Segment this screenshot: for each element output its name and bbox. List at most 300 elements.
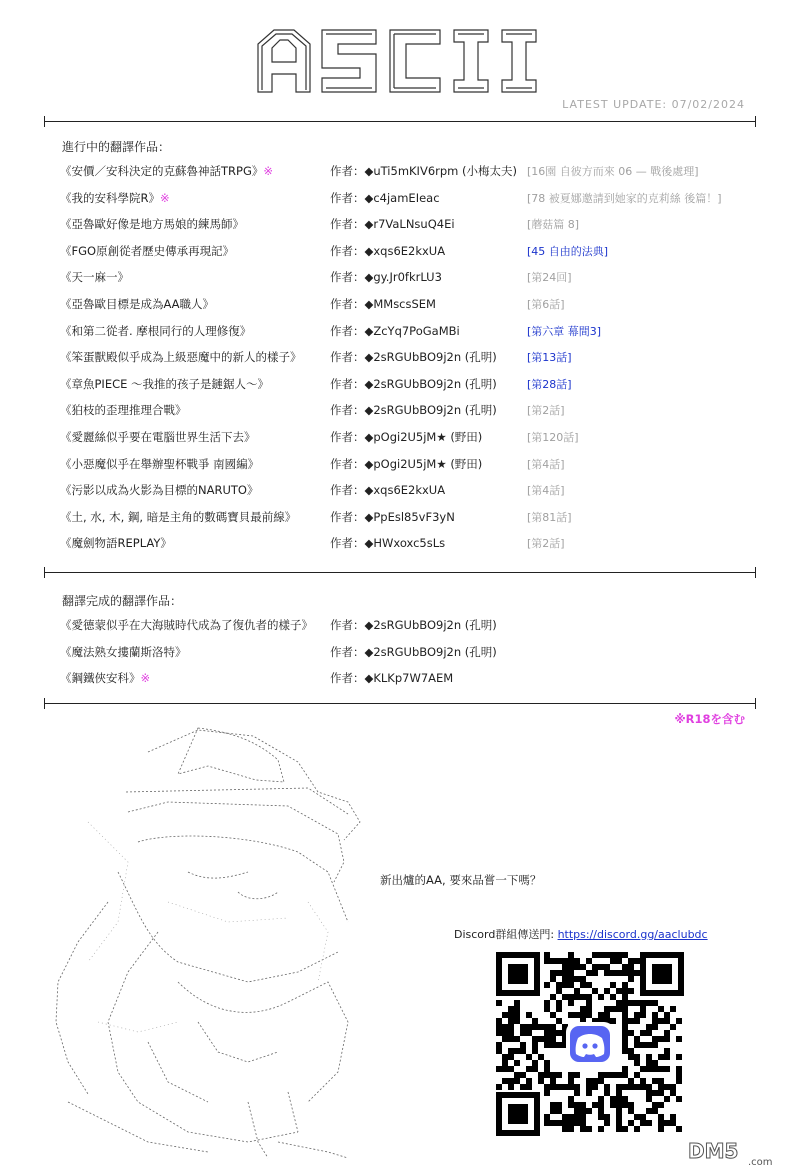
qr-module [544, 1030, 550, 1036]
work-title-text: 《鋼鐵俠安科》 [60, 671, 141, 686]
latest-chapter-link[interactable]: [第120話] [527, 431, 579, 444]
work-title-text: 《土, 水, 木, 鋼, 暗是主角的數碼寶貝最前線》 [60, 509, 297, 524]
qr-module [670, 1024, 676, 1030]
qr-module [652, 1018, 658, 1024]
qr-module [610, 982, 616, 988]
qr-module [628, 958, 634, 964]
qr-finder-top-right [640, 952, 684, 996]
qr-module [568, 964, 574, 970]
qr-module [514, 1078, 520, 1084]
qr-module [556, 988, 562, 994]
qr-module [628, 1108, 634, 1114]
qr-module [592, 970, 598, 976]
work-title[interactable] [60, 376, 269, 392]
qr-module [568, 1012, 574, 1018]
qr-module [634, 1072, 640, 1078]
qr-module [568, 1078, 574, 1084]
qr-finder-top-left [496, 952, 540, 996]
work-row [0, 509, 800, 529]
qr-module [634, 1018, 640, 1024]
qr-module [514, 1006, 520, 1012]
qr-module [652, 1108, 658, 1114]
qr-module [508, 1078, 514, 1084]
qr-module [526, 1030, 532, 1036]
qr-module [622, 1006, 628, 1012]
qr-module [664, 1036, 670, 1042]
r18-mark-icon: ※ [160, 190, 170, 205]
qr-module [634, 970, 640, 976]
qr-module [646, 1000, 652, 1006]
qr-module [616, 1120, 622, 1126]
qr-finder-bottom-left [496, 1092, 540, 1136]
qr-module [544, 1060, 550, 1066]
qr-module [658, 1018, 664, 1024]
qr-module [598, 1108, 604, 1114]
qr-module [586, 994, 592, 1000]
qr-module [556, 1120, 562, 1126]
qr-module [574, 988, 580, 994]
qr-module [550, 970, 556, 976]
qr-module [550, 1042, 556, 1048]
work-title-text: 《狛枝的歪理推理合戰》 [60, 403, 187, 418]
work-author: 作者：◆pOgi2U5jM★ (野田) [330, 430, 483, 444]
work-title[interactable] [60, 644, 187, 660]
latest-chapter-link[interactable]: [第28話] [527, 377, 572, 391]
qr-module [520, 1042, 526, 1048]
qr-module [544, 1006, 550, 1012]
qr-module [538, 1024, 544, 1030]
qr-module [502, 1036, 508, 1042]
work-row [0, 402, 800, 422]
qr-module [544, 1120, 550, 1126]
ascii-logo-graphic [250, 22, 550, 102]
qr-module [646, 1084, 652, 1090]
qr-module [616, 970, 622, 976]
qr-module [574, 1102, 580, 1108]
work-title[interactable] [60, 190, 170, 206]
qr-module [616, 1114, 622, 1120]
qr-module [622, 1024, 628, 1030]
qr-module [610, 970, 616, 976]
qr-module [622, 1018, 628, 1024]
work-author: 作者：◆2sRGUbBO9j2n (孔明) [330, 350, 497, 365]
qr-module [550, 976, 556, 982]
qr-module [526, 1078, 532, 1084]
discord-qr-code[interactable] [490, 946, 690, 1142]
qr-module [556, 958, 562, 964]
qr-module [646, 1096, 652, 1102]
qr-module [604, 1084, 610, 1090]
qr-module [568, 1096, 574, 1102]
qr-module [610, 952, 616, 958]
work-author: 作者：◆2sRGUbBO9j2n (孔明) [330, 403, 497, 418]
ongoing-section-title: 進行中的翻譯作品： [62, 140, 171, 154]
qr-module [532, 1060, 538, 1066]
qr-module [598, 964, 604, 970]
work-title-text: 《天一麻一》 [60, 270, 129, 285]
work-title[interactable] [60, 216, 244, 232]
qr-module [580, 976, 586, 982]
qr-module [562, 1126, 568, 1132]
qr-module [556, 1072, 562, 1078]
qr-module [664, 1066, 670, 1072]
qr-module [580, 1006, 586, 1012]
qr-module [598, 1012, 604, 1018]
qr-module [496, 1042, 502, 1048]
qr-module [532, 1066, 538, 1072]
work-row [0, 670, 800, 690]
qr-module [622, 1042, 628, 1048]
qr-module [556, 1084, 562, 1090]
qr-module [652, 1066, 658, 1072]
latest-chapter-link[interactable]: [78 被夏娜邀請到她家的克莉絲 後篇！] [527, 191, 722, 205]
work-title[interactable] [60, 509, 296, 525]
qr-module [652, 1024, 658, 1030]
qr-module [526, 1084, 532, 1090]
qr-module [670, 1120, 676, 1126]
qr-module [496, 1084, 502, 1090]
qr-module [544, 952, 550, 958]
latest-chapter-link[interactable]: [16園 自彼方而來 06 — 戰後處理] [527, 165, 699, 178]
latest-chapter-link[interactable]: [第4話] [527, 484, 565, 498]
work-title[interactable] [60, 349, 302, 365]
latest-chapter-link[interactable]: [第4話] [527, 457, 565, 471]
work-author: 作者：◆gy.Jr0fkrLU3 [330, 270, 442, 285]
qr-module [604, 970, 610, 976]
qr-module [550, 1024, 556, 1030]
qr-module [586, 1012, 592, 1018]
qr-module [664, 1096, 670, 1102]
work-author: 作者：◆PpEsl85vF3yN [330, 509, 455, 524]
latest-chapter-link[interactable]: [蘑菇篇 8] [527, 218, 580, 232]
work-title[interactable] [60, 163, 273, 179]
qr-module [574, 1084, 580, 1090]
ascii-art-illustration [48, 722, 368, 1162]
qr-module [670, 1090, 676, 1096]
r18-mark-icon: ※ [263, 164, 274, 178]
qr-module [502, 1030, 508, 1036]
qr-module [562, 1120, 568, 1126]
work-title-text: 《亞魯歐好像是地方馬娘的練馬師》 [60, 217, 244, 232]
work-title-text: 《魔法熟女摟蘭斯洛特》 [60, 644, 187, 659]
qr-module [502, 1066, 508, 1072]
r18-notice: ※R18を含む [674, 712, 745, 726]
work-row [0, 163, 800, 183]
work-row [0, 243, 800, 263]
svg-text:DM5: DM5 [688, 1139, 739, 1163]
qr-module [556, 1018, 562, 1024]
qr-module [634, 1060, 640, 1066]
dm5-watermark [686, 1138, 790, 1168]
qr-module [562, 1084, 568, 1090]
qr-module [508, 1006, 514, 1012]
qr-module [532, 1048, 538, 1054]
qr-module [574, 1090, 580, 1096]
qr-module [640, 1030, 646, 1036]
qr-module [616, 958, 622, 964]
latest-chapter-link[interactable]: [第2話] [527, 404, 565, 418]
qr-module [538, 1054, 544, 1060]
qr-module [652, 1060, 658, 1066]
qr-module [598, 1096, 604, 1102]
work-author: 作者：◆pOgi2U5jM★ (野田) [330, 456, 483, 471]
qr-module [640, 1084, 646, 1090]
qr-module [640, 1006, 646, 1012]
qr-module [502, 1024, 508, 1030]
qr-module [622, 1012, 628, 1018]
qr-module [574, 976, 580, 982]
qr-module [538, 1036, 544, 1042]
qr-module [616, 1084, 622, 1090]
qr-module [586, 982, 592, 988]
qr-module [568, 1000, 574, 1006]
qr-module [568, 982, 574, 988]
qr-module [610, 1072, 616, 1078]
qr-module [544, 1090, 550, 1096]
qr-module [514, 1000, 520, 1006]
qr-module [568, 1072, 574, 1078]
qr-module [640, 1120, 646, 1126]
qr-module [622, 1126, 628, 1132]
promo-question: 新出爐的AA, 要來品嘗一下嗎？ [380, 873, 542, 887]
qr-module [532, 1042, 538, 1048]
qr-module [550, 1108, 556, 1114]
qr-module [658, 1066, 664, 1072]
qr-module [664, 1018, 670, 1024]
qr-module [598, 1114, 604, 1120]
qr-module [514, 1012, 520, 1018]
qr-module [604, 952, 610, 958]
qr-module [568, 994, 574, 1000]
qr-module [622, 952, 628, 958]
qr-module [604, 1006, 610, 1012]
qr-module [598, 952, 604, 958]
qr-module [664, 1012, 670, 1018]
work-title[interactable] [60, 617, 313, 633]
work-author: 作者：◆c4jamEIeac [330, 190, 440, 205]
qr-module [640, 1042, 646, 1048]
work-row [0, 429, 800, 449]
qr-module [658, 1102, 664, 1108]
latest-update-label: LATEST UPDATE: 07/02/2024 [562, 98, 745, 111]
work-title[interactable] [60, 269, 129, 285]
work-title[interactable] [60, 482, 258, 498]
qr-module [568, 1102, 574, 1108]
qr-module [520, 1030, 526, 1036]
qr-module [562, 970, 568, 976]
qr-module [592, 964, 598, 970]
qr-module [622, 994, 628, 1000]
qr-module [628, 1030, 634, 1036]
qr-module [646, 1090, 652, 1096]
work-row [0, 323, 800, 343]
qr-module [508, 1030, 514, 1036]
qr-code-graphic [490, 946, 690, 1142]
qr-module [556, 982, 562, 988]
work-title[interactable] [60, 323, 251, 339]
work-title-text: 《笨蛋獸殿似乎成為上級惡魔中的新人的樣子》 [60, 350, 302, 365]
work-title-text: 《愛麗絲似乎要在電腦世界生活下去》 [60, 430, 256, 444]
qr-module [604, 1012, 610, 1018]
qr-module [580, 1108, 586, 1114]
qr-module [508, 1012, 514, 1018]
work-author: 作者：◆KLKp7W7AEM [330, 671, 454, 686]
work-title[interactable] [60, 456, 259, 472]
qr-module [562, 976, 568, 982]
qr-module [604, 1114, 610, 1120]
qr-module [574, 994, 580, 1000]
qr-module [622, 1000, 628, 1006]
qr-module [604, 1090, 610, 1096]
qr-module [622, 1072, 628, 1078]
qr-module [634, 1042, 640, 1048]
latest-chapter-link[interactable]: [第6話] [527, 298, 565, 311]
qr-module [592, 988, 598, 994]
latest-chapter-link[interactable]: [第2話] [527, 537, 565, 551]
qr-module [652, 1000, 658, 1006]
qr-module [652, 1042, 658, 1048]
qr-module [574, 1114, 580, 1120]
qr-module [580, 982, 586, 988]
qr-module [628, 964, 634, 970]
qr-module [628, 1102, 634, 1108]
qr-module [550, 958, 556, 964]
work-row [0, 644, 800, 664]
completed-section-title: 翻譯完成的翻譯作品： [62, 594, 183, 608]
discord-link[interactable]: https://discord.gg/aaclubdc [557, 928, 708, 941]
qr-module [616, 1096, 622, 1102]
qr-module [628, 1048, 634, 1054]
qr-module [550, 1084, 556, 1090]
qr-module [592, 952, 598, 958]
work-author: 作者：◆ZcYq7PoGaMBi [330, 323, 460, 338]
qr-module [550, 994, 556, 1000]
qr-module [538, 1072, 544, 1078]
qr-module [628, 970, 634, 976]
latest-chapter-link[interactable]: [第81話] [527, 510, 572, 524]
qr-module [658, 1090, 664, 1096]
work-title-text: 《我的安科學院R》 [60, 190, 160, 205]
qr-module [634, 1054, 640, 1060]
qr-module [610, 994, 616, 1000]
work-author: 作者：◆2sRGUbBO9j2n (孔明) [330, 376, 497, 391]
work-row [0, 190, 800, 210]
qr-module [562, 994, 568, 1000]
work-title[interactable] [60, 296, 214, 312]
qr-module [592, 1084, 598, 1090]
work-title[interactable] [60, 429, 256, 445]
discord-invite [454, 926, 708, 942]
qr-module [616, 1102, 622, 1108]
qr-module [634, 1012, 640, 1018]
qr-module [508, 1024, 514, 1030]
work-title-text: 《小惡魔似乎在舉辦聖杯戰爭 南國編》 [60, 456, 260, 471]
qr-module [628, 976, 634, 982]
qr-module [658, 1006, 664, 1012]
work-title-text: 《和第二從者. 摩根同行的人理修復》 [60, 323, 252, 338]
qr-module [610, 958, 616, 964]
qr-module [514, 1048, 520, 1054]
qr-module [550, 1102, 556, 1108]
qr-module [544, 1042, 550, 1048]
qr-module [586, 958, 592, 964]
work-author: 作者：◆xqs6E2kxUA [330, 483, 446, 498]
qr-module [508, 1066, 514, 1072]
qr-module [520, 1084, 526, 1090]
work-title[interactable] [60, 402, 187, 418]
work-title[interactable] [60, 535, 172, 551]
qr-module [568, 976, 574, 982]
qr-module [622, 1084, 628, 1090]
qr-module [562, 964, 568, 970]
latest-chapter-link[interactable]: [45 自由的法典] [527, 244, 609, 258]
qr-module [544, 1024, 550, 1030]
qr-module [514, 1072, 520, 1078]
qr-module [550, 1078, 556, 1084]
qr-module [580, 1114, 586, 1120]
qr-module [598, 1078, 604, 1084]
qr-module [544, 1114, 550, 1120]
work-title-text: 《安價／安科決定的克蘇魯神話TRPG》 [60, 164, 264, 178]
qr-module [658, 1036, 664, 1042]
work-title[interactable] [60, 243, 234, 259]
divider-middle [44, 572, 756, 573]
qr-module [604, 1072, 610, 1078]
qr-module [646, 1066, 652, 1072]
qr-module [676, 1078, 682, 1084]
qr-module [568, 958, 574, 964]
qr-module [616, 1108, 622, 1114]
divider-bottom [44, 703, 756, 704]
qr-module [616, 952, 622, 958]
qr-module [520, 1024, 526, 1030]
qr-module [676, 1096, 682, 1102]
qr-module [676, 1054, 682, 1060]
qr-module [622, 1030, 628, 1036]
qr-module [676, 1036, 682, 1042]
qr-module [544, 982, 550, 988]
latest-chapter-link[interactable]: [第24回] [527, 271, 572, 285]
qr-module [622, 988, 628, 994]
qr-module [502, 1060, 508, 1066]
qr-module [562, 958, 568, 964]
latest-chapter-link[interactable]: [第六章 幕間3] [527, 324, 602, 338]
qr-module [520, 1072, 526, 1078]
qr-module [646, 1054, 652, 1060]
qr-module [532, 1018, 538, 1024]
qr-module [544, 1072, 550, 1078]
qr-module [664, 1048, 670, 1054]
latest-chapter-link[interactable]: [第13話] [527, 351, 572, 365]
qr-module [658, 1084, 664, 1090]
work-title[interactable] [60, 670, 150, 686]
work-title-text: 《魔劍物語REPLAY》 [60, 536, 172, 551]
qr-module [568, 1120, 574, 1126]
qr-module [628, 1084, 634, 1090]
qr-module [616, 1090, 622, 1096]
qr-module [616, 988, 622, 994]
qr-module [586, 1108, 592, 1114]
qr-module [544, 958, 550, 964]
work-author: 作者：◆xqs6E2kxUA [330, 243, 446, 258]
qr-module [574, 1108, 580, 1114]
qr-module [508, 1054, 514, 1060]
qr-module [622, 1036, 628, 1042]
qr-module [550, 1012, 556, 1018]
work-row [0, 269, 800, 289]
work-row [0, 376, 800, 396]
qr-module [580, 1126, 586, 1132]
